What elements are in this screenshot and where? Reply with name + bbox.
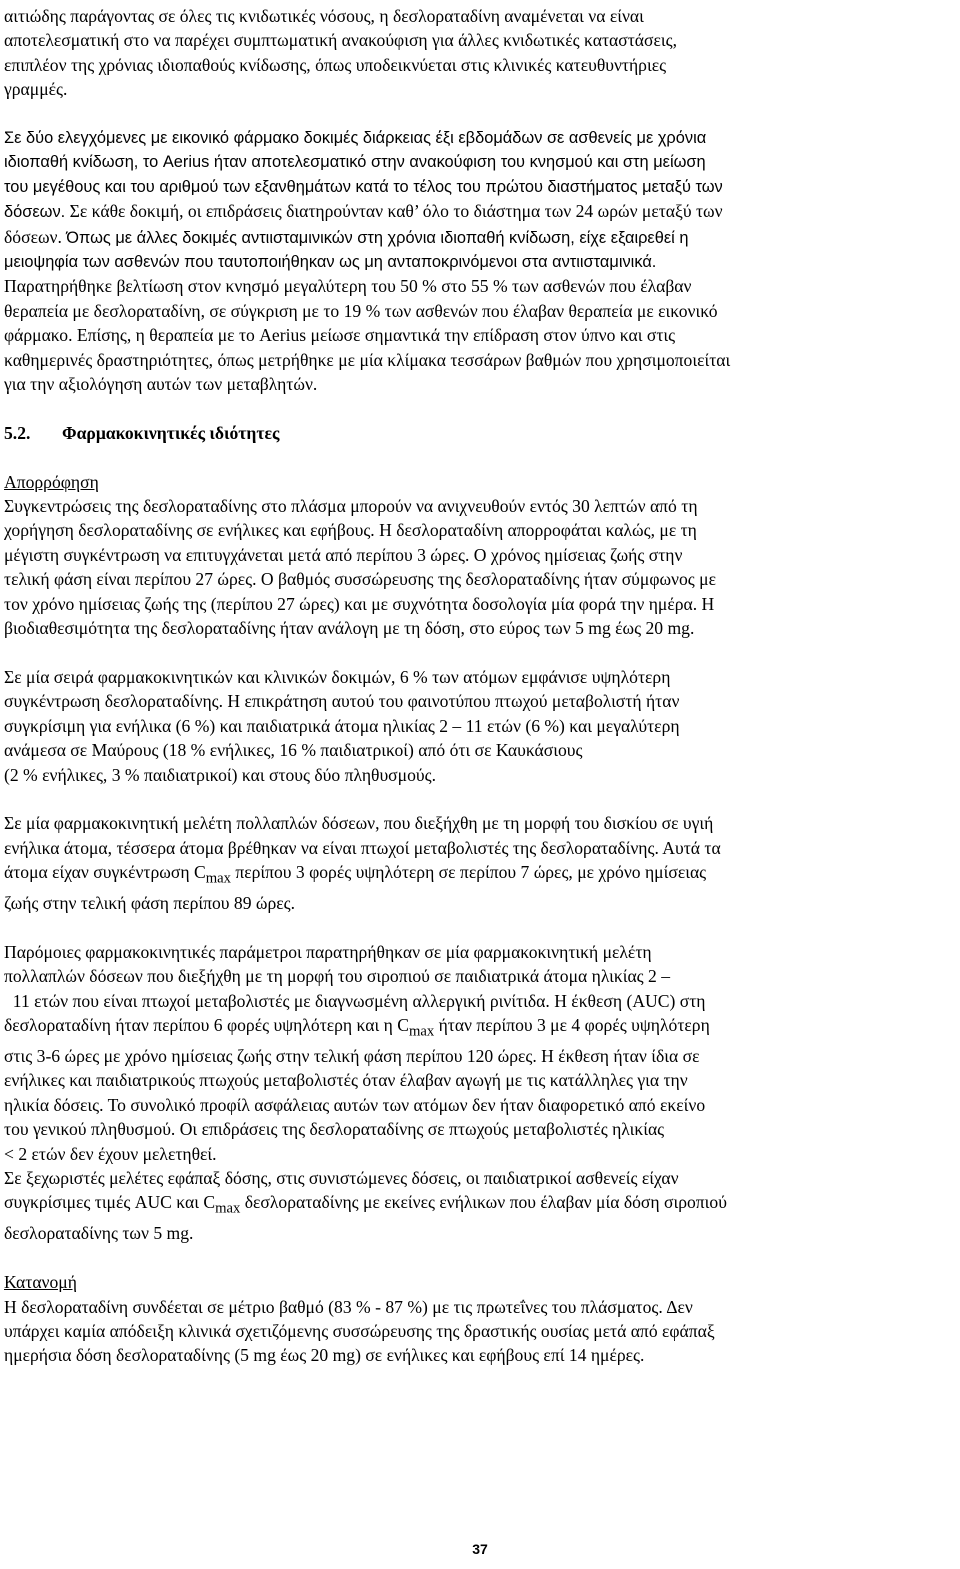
text-run: ήταν περίπου 3 με 4 φορές υψηλότερη <box>434 1015 710 1036</box>
single-dose-paragraph <box>4 1166 954 1246</box>
text-line: μειοψηφία των ασθενών που ταυτοποιήθηκαν ως μη ανταποκρινόμενοι στα αντιισταμινικά. <box>4 253 657 272</box>
pediatric-syrup-paragraph <box>4 940 954 1166</box>
text-line <box>4 1013 954 1044</box>
text-run: δεσλοραταδίνης με εκείνες ενήλικων που έλαβαν μία δόση σιροπιού <box>240 1192 727 1213</box>
text-line: Σε ξεχωριστές μελέτες εφάπαξ δόσης, στις συνιστώμενες δόσεις, οι παιδιατρικοί ασθενείς είχαν <box>4 1168 679 1189</box>
text-line <box>4 225 954 250</box>
text-line: Σε δύο ελεγχόμενες με εικονικό φάρμακο δοκιμές διάρκειας έξι εβδομάδων σε ασθενείς με χρόνια <box>4 129 707 148</box>
intro-paragraph <box>4 4 954 102</box>
text-line: βιοδιαθεσιμότητα της δεσλοραταδίνης ήταν ανάλογη με τη δόση, στο εύρος των 5 mg έως 20 mg. <box>4 618 695 639</box>
urticaria-trials-paragraph <box>4 126 954 396</box>
paragraph-gap <box>4 102 954 126</box>
section-title: Φαρμακοκινητικές ιδιότητες <box>62 422 280 443</box>
text-line <box>4 860 954 891</box>
text-line: τον χρόνο ημίσειας ζωής της (περίπου 27 ώρες) και με συχνότητα δοσολογία μία φορά την ημέρα. Η <box>4 593 715 614</box>
text-line: θεραπεία με δεσλοραταδίνη, σε σύγκριση με το 19 % των ασθενών που έλαβαν θεραπεία με εικονικό <box>4 300 718 321</box>
absorption-heading: Απορρόφηση <box>4 471 99 492</box>
text-run: περίπου 3 φορές υψηλότερη σε περίπου 7 ώρες, με χρόνο ημίσειας <box>230 862 707 883</box>
paragraph-gap <box>4 396 954 420</box>
cmax-subscript: max <box>408 1023 435 1040</box>
paragraph-gap <box>4 915 954 939</box>
text-line: ηλικία δόσεις. Το συνολικό προφίλ ασφάλειας αυτών των ατόμων δεν ήταν διαφορετικό από εκείνο <box>4 1094 706 1115</box>
text-line: ιδιοπαθή κνίδωση, το Aerius ήταν αποτελεσματικό στην ανακούφιση του κνησμού και στη μείωση <box>4 153 706 172</box>
paragraph-gap <box>4 787 954 811</box>
text-line: υπάρχει καμία απόδειξη κλινικά σχετιζόμενης συσσώρευσης της δραστικής ουσίας μετά από εφάπαξ <box>4 1320 715 1341</box>
page-number: 37 <box>472 1541 488 1557</box>
text-line: ημερήσια δόση δεσλοραταδίνης (5 mg έως 20 mg) σε ενήλικες και εφήβους επί 14 ημέρες. <box>4 1345 645 1366</box>
text-line: δεσλοραταδίνης των 5 mg. <box>4 1223 194 1244</box>
text-line: του μεγέθους και του αριθμού των εξανθημάτων κατά το τέλος του πρώτου διαστήματος μεταξύ των <box>4 177 723 196</box>
text-run: συγκρίσιμες τιμές AUC και C <box>4 1192 216 1213</box>
paragraph-gap <box>4 445 954 469</box>
text-line: (2 % ενήλικες, 3 % παιδιατρικοί) και στους δύο πληθυσμούς. <box>4 764 436 785</box>
text-line: < 2 ετών δεν έχουν μελετηθεί. <box>4 1143 217 1164</box>
text-line: Η δεσλοραταδίνη συνδέεται σε μέτριο βαθμό (83 % - 87 %) με τις πρωτεΐνες του πλάσματος. Δεν <box>4 1296 693 1317</box>
text-line <box>4 199 954 224</box>
text-line: 11 ετών που είναι πτωχοί μεταβολιστές με διαγνωσμένη αλλεργική ρινίτιδα. Η έκθεση (AUC) στη <box>4 990 706 1011</box>
distribution-heading: Κατανομή <box>4 1272 77 1293</box>
text-line: ανάμεσα σε Μαύρους (18 % ενήλικες, 16 % παιδιατρικοί) από ότι σε Καυκάσιους <box>4 740 583 761</box>
text-run: δεσλοραταδίνη ήταν περίπου 6 φορές υψηλότερη και η C <box>4 1015 409 1036</box>
text-line: συγκέντρωση δεσλοραταδίνης. Η επικράτηση αυτού του φαινοτύπου πτωχού μεταβολιστή ήταν <box>4 691 680 712</box>
text-line: τελική φάση είναι περίπου 27 ώρες. Ο βαθμός συσσώρευσης της δεσλοραταδίνης ήταν σύμφωνος με <box>4 569 716 590</box>
text-run: δόσεων. <box>4 226 67 247</box>
paragraph-gap <box>4 1246 954 1270</box>
text-line: Σε μία σειρά φαρμακοκινητικών και κλινικών δοκιμών, 6 % των ατόμων εμφάνισε υψηλότερη <box>4 666 671 687</box>
text-run: δόσεων. <box>4 203 66 222</box>
text-line: Σε μία φαρμακοκινητική μελέτη πολλαπλών δόσεων, που διεξήχθη με τη μορφή του δισκίου σε υγιή <box>4 813 714 834</box>
text-run: Όπως με άλλες δοκιμές αντιισταμινικών στη χρόνια ιδιοπαθή κνίδωση, είχε εξαιρεθεί η <box>66 228 689 247</box>
text-run: Σε κάθε δοκιμή, οι επιδράσεις διατηρούνταν καθ’ όλο το διάστημα των 24 ωρών μεταξύ των <box>65 201 723 222</box>
distribution-paragraph <box>4 1295 954 1368</box>
text-line: στις 3-6 ώρες με χρόνο ημίσειας ζωής στην τελική φάση περίπου 120 ώρες. Η έκθεση ήταν ίδια σε <box>4 1046 700 1066</box>
text-line <box>4 1190 954 1221</box>
text-run: άτομα είχαν συγκέντρωση C <box>4 862 206 883</box>
text-line: για την αξιολόγηση αυτών των μεταβλητών. <box>4 374 318 395</box>
poor-metabolizer-paragraph <box>4 665 954 787</box>
text-line: αποτελεσματική στο να παρέχει συμπτωματική ανακούφιση για άλλες κνιδωτικές καταστάσεις, <box>4 30 677 51</box>
section-heading <box>4 421 954 445</box>
cmax-subscript: max <box>205 870 231 887</box>
text-line: αιτιώδης παράγοντας σε όλες τις κνιδωτικές νόσους, η δεσλοραταδίνη αναμένεται να είναι <box>4 6 644 26</box>
text-line: πολλαπλών δόσεων που διεξήχθη με τη μορφή του σιροπιού σε παιδιατρικά άτομα ηλικίας 2 – <box>4 966 671 987</box>
text-line: ζωής στην τελική φάση περίπου 89 ώρες. <box>4 893 296 914</box>
paragraph-gap <box>4 641 954 665</box>
section-number: 5.2. <box>4 422 31 443</box>
document-page <box>4 4 954 1368</box>
text-line: ενήλικα άτομα, τέσσερα άτομα βρέθηκαν να είναι πτωχοί μεταβολιστές της δεσλοραταδίνης. Αυτά τα <box>4 837 721 858</box>
text-line: Συγκεντρώσεις της δεσλοραταδίνης στο πλάσμα μπορούν να ανιχνευθούν εντός 30 λεπτών από τη <box>4 496 698 517</box>
text-line: φάρμακο. Επίσης, η θεραπεία με το Aerius μείωσε σημαντικά την επίδραση στον ύπνο και στις <box>4 325 676 346</box>
absorption-paragraph <box>4 494 954 640</box>
text-line: καθημερινές δραστηριότητες, όπως μετρήθηκε με μία κλίμακα τεσσάρων βαθμών που χρησιμοποιείται <box>4 349 731 370</box>
text-line: Παρόμοιες φαρμακοκινητικές παράμετροι παρατηρήθηκαν σε μία φαρμακοκινητική μελέτη <box>4 941 652 962</box>
text-line: συγκρίσιμη για ενήλικα (6 %) και παιδιατρικά άτομα ηλικίας 2 – 11 ετών (6 %) και μεγαλύτερη <box>4 715 680 736</box>
text-line: μέγιστη συγκέντρωση να επιτυγχάνεται μετά από περίπου 3 ώρες. Ο χρόνος ημίσειας ζωής στην <box>4 544 683 565</box>
text-line: γραμμές. <box>4 79 68 100</box>
text-line: επιπλέον της χρόνιας ιδιοπαθούς κνίδωσης, όπως υποδεικνύεται στις κλινικές κατευθυντήριες <box>4 54 667 75</box>
text-line: ενήλικες και παιδιατρικούς πτωχούς μεταβολιστές όταν έλαβαν αγωγή με τις κατάλληλες για την <box>4 1070 688 1091</box>
text-line: του γενικού πληθυσμού. Οι επιδράσεις της δεσλοραταδίνης σε πτωχούς μεταβολιστές ηλικίας <box>4 1119 665 1140</box>
cmax-subscript: max <box>215 1200 241 1217</box>
text-line: Παρατηρήθηκε βελτίωση στον κνησμό μεγαλύτερη του 50 % στο 55 % των ασθενών που έλαβαν <box>4 276 692 297</box>
text-line: χορήγηση δεσλοραταδίνης σε ενήλικες και εφήβους. Η δεσλοραταδίνη απορροφάται καλώς, με τη <box>4 520 697 541</box>
multiple-dose-paragraph <box>4 811 954 915</box>
